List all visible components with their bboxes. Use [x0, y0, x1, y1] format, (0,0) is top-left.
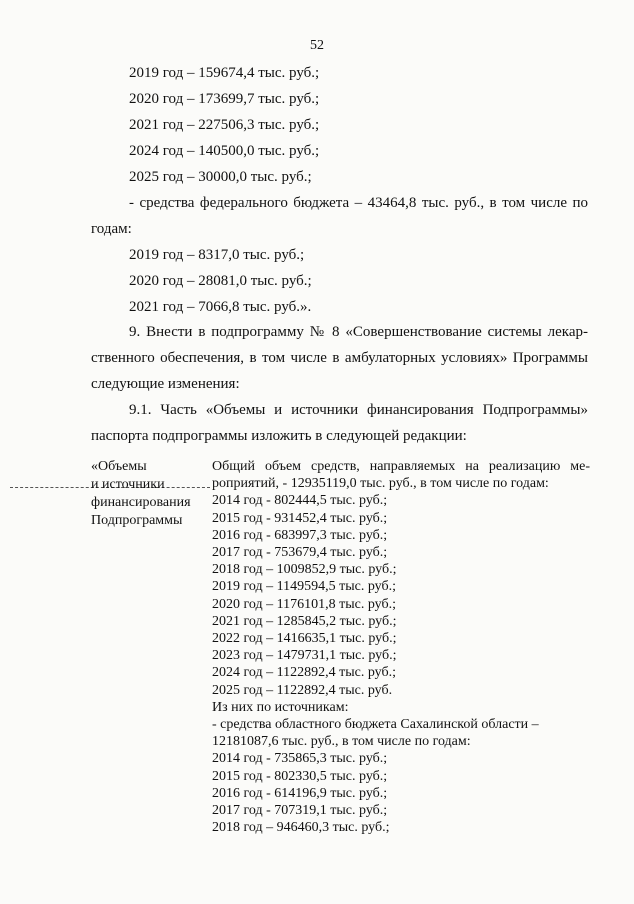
total-funding-line: роприятий, - 12935119,0 тыс. руб., в том числе по годам: [212, 476, 549, 492]
total-year-line: 2015 год - 931452,4 тыс. руб.; [212, 510, 388, 526]
total-year-line: 2019 год – 1149594,5 тыс. руб.; [212, 579, 396, 595]
total-year-line: 2024 год – 1122892,4 тыс. руб.; [212, 665, 396, 681]
regional-year-line: 2018 год – 946460,3 тыс. руб.; [212, 820, 390, 836]
year-line: 2025 год – 30000,0 тыс. руб.; [129, 169, 312, 185]
table-left-label: «Объемы [91, 459, 147, 474]
item-9-line: ственного обеспечения, в том числе в амбулаторных условиях» Программы [91, 350, 588, 366]
table-left-column [91, 458, 191, 530]
table-left-label: и источники [91, 477, 165, 492]
year-line: 2019 год – 8317,0 тыс. руб.; [129, 247, 305, 263]
total-year-line: 2017 год - 753679,4 тыс. руб.; [212, 545, 388, 561]
year-line: 2024 год – 140500,0 тыс. руб.; [129, 143, 320, 159]
table-left-label: финансирования [91, 495, 191, 510]
item-9-line: 9. Внести в подпрограмму № 8 «Совершенствование системы лекар- [129, 324, 588, 340]
sources-heading: Из них по источникам: [212, 699, 349, 715]
item-9-1-line: паспорта подпрограммы изложить в следующей редакции: [91, 428, 467, 444]
total-year-line: 2018 год – 1009852,9 тыс. руб.; [212, 562, 397, 578]
regional-budget-line: 12181087,6 тыс. руб., в том числе по годам: [212, 734, 471, 750]
regional-budget-line: - средства областного бюджета Сахалинской области – [212, 717, 539, 733]
federal-budget-continuation: годам: [91, 221, 132, 237]
item-9-1-line: 9.1. Часть «Объемы и источники финансирования Подпрограммы» [129, 402, 588, 418]
regional-year-line: 2016 год - 614196,9 тыс. руб.; [212, 785, 388, 801]
total-year-line: 2025 год – 1122892,4 тыс. руб. [212, 682, 393, 698]
total-year-line: 2023 год – 1479731,1 тыс. руб.; [212, 648, 397, 664]
regional-year-line: 2015 год - 802330,5 тыс. руб.; [212, 768, 388, 784]
total-year-line: 2022 год – 1416635,1 тыс. руб.; [212, 631, 397, 647]
federal-budget-line: - средства федерального бюджета – 43464,8 тыс. руб., в том числе по [129, 195, 588, 211]
year-line: 2019 год – 159674,4 тыс. руб.; [129, 65, 320, 81]
total-year-line: 2016 год - 683997,3 тыс. руб.; [212, 527, 388, 543]
total-funding-line: Общий объем средств, направляемых на реализацию ме- [212, 459, 590, 474]
table-right-column [212, 458, 590, 836]
total-year-line: 2020 год – 1176101,8 тыс. руб.; [212, 596, 396, 612]
total-year-line: 2014 год - 802444,5 тыс. руб.; [212, 493, 388, 509]
year-line: 2021 год – 7066,8 тыс. руб.». [129, 299, 312, 315]
regional-year-line: 2017 год - 707319,1 тыс. руб.; [212, 803, 388, 819]
item-9-line: следующие изменения: [91, 376, 240, 392]
year-line: 2021 год – 227506,3 тыс. руб.; [129, 117, 320, 133]
year-line: 2020 год – 173699,7 тыс. руб.; [129, 91, 320, 107]
regional-year-line: 2014 год - 735865,3 тыс. руб.; [212, 751, 388, 767]
total-year-line: 2021 год – 1285845,2 тыс. руб.; [212, 613, 397, 629]
page-number: 52 [310, 38, 324, 53]
table-left-label: Подпрограммы [91, 513, 183, 528]
year-line: 2020 год – 28081,0 тыс. руб.; [129, 273, 312, 289]
